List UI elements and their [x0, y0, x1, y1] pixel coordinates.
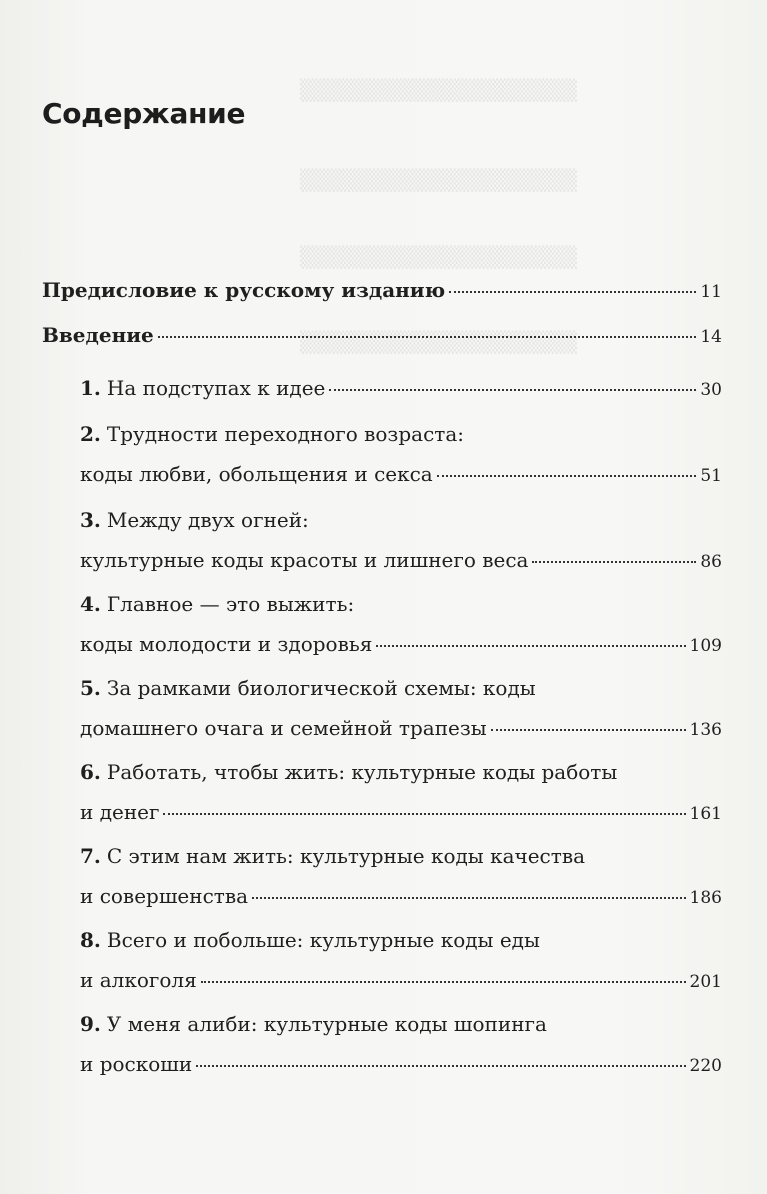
page-number: 201	[689, 972, 722, 992]
chapter-number: 7.	[80, 844, 101, 868]
chapter-title-line1: Между двух огней:	[106, 508, 309, 532]
chapter-number: 6.	[80, 760, 101, 784]
chapter-title: Введение	[42, 323, 154, 347]
dot-leader	[158, 336, 697, 338]
toc-entry[interactable]	[80, 368, 722, 410]
chapter-title-line1: Главное — это выжить:	[106, 592, 355, 616]
toc-entry[interactable]	[80, 1004, 722, 1086]
chapter-title-line1: Всего и побольше: культурные коды еды	[106, 928, 540, 952]
page-number: 186	[689, 888, 722, 908]
toc-entry[interactable]	[42, 270, 722, 312]
toc-entry[interactable]	[42, 315, 722, 357]
chapter-number: 3.	[80, 508, 101, 532]
chapter-number: 2.	[80, 422, 101, 446]
page-number: 51	[700, 466, 722, 486]
chapter-title-line2: домашнего очага и семейной трапезы	[80, 716, 487, 740]
chapter-title-line1: У меня алиби: культурные коды шопинга	[106, 1012, 547, 1036]
page-number: 220	[689, 1056, 722, 1076]
chapter-title-line2: коды молодости и здоровья	[80, 632, 373, 656]
toc-entry[interactable]	[80, 920, 722, 1002]
page-number: 86	[700, 552, 722, 572]
toc-entry[interactable]	[80, 584, 722, 666]
chapter-title: Предисловие к русскому изданию	[42, 278, 446, 302]
dot-leader	[437, 475, 697, 477]
chapter-title-line1: С этим нам жить: культурные коды качества	[106, 844, 586, 868]
show-through-text: ▒▒▒▒▒▒▒▒▒▒▒▒▒▒▒▒▒▒	[300, 245, 577, 269]
dot-leader	[196, 1065, 685, 1067]
page-number: 30	[700, 380, 722, 400]
toc-entry[interactable]	[80, 414, 722, 496]
dot-leader	[491, 729, 686, 731]
toc-entry[interactable]	[80, 500, 722, 582]
chapter-title-line1: Трудности переходного возраста:	[106, 422, 464, 446]
page-number: 161	[689, 804, 722, 824]
toc-entry[interactable]	[80, 668, 722, 750]
chapter-number: 8.	[80, 928, 101, 952]
chapter-title-line2: и роскоши	[80, 1052, 193, 1076]
dot-leader	[329, 389, 696, 391]
page-number: 11	[700, 282, 722, 302]
chapter-title-line2: коды любви, обольщения и секса	[80, 462, 433, 486]
show-through-text: ▒▒▒▒▒▒▒▒▒▒▒▒▒▒▒▒▒▒	[300, 330, 577, 354]
chapter-title-line2: и алкоголя	[80, 968, 197, 992]
chapter-number: 4.	[80, 592, 101, 616]
dot-leader	[449, 291, 696, 293]
show-through-text: ▒▒▒▒▒▒▒▒▒▒▒▒▒▒▒▒▒▒	[300, 78, 577, 102]
chapter-title-line1: Работать, чтобы жить: культурные коды работы	[106, 760, 618, 784]
toc-entry[interactable]	[80, 752, 722, 834]
page-number: 109	[689, 636, 722, 656]
chapter-title-line1: За рамками биологической схемы: коды	[106, 676, 536, 700]
dot-leader	[376, 645, 685, 647]
page-title: Содержание	[42, 96, 246, 130]
dot-leader	[252, 897, 686, 899]
chapter-title: На подступах к идее	[106, 376, 326, 400]
chapter-number: 9.	[80, 1012, 101, 1036]
toc-entry[interactable]	[80, 836, 722, 918]
dot-leader	[532, 561, 696, 563]
chapter-number: 5.	[80, 676, 101, 700]
page-number: 14	[700, 327, 722, 347]
dot-leader	[201, 981, 686, 983]
chapter-title-line2: культурные коды красоты и лишнего веса	[80, 548, 529, 572]
chapter-title-line2: и денег	[80, 800, 160, 824]
chapter-number: 1.	[80, 376, 101, 400]
chapter-title-line2: и совершенства	[80, 884, 249, 908]
show-through-text: ▒▒▒▒▒▒▒▒▒▒▒▒▒▒▒▒▒▒	[300, 168, 577, 192]
page-number: 136	[689, 720, 722, 740]
dot-leader	[163, 813, 685, 815]
